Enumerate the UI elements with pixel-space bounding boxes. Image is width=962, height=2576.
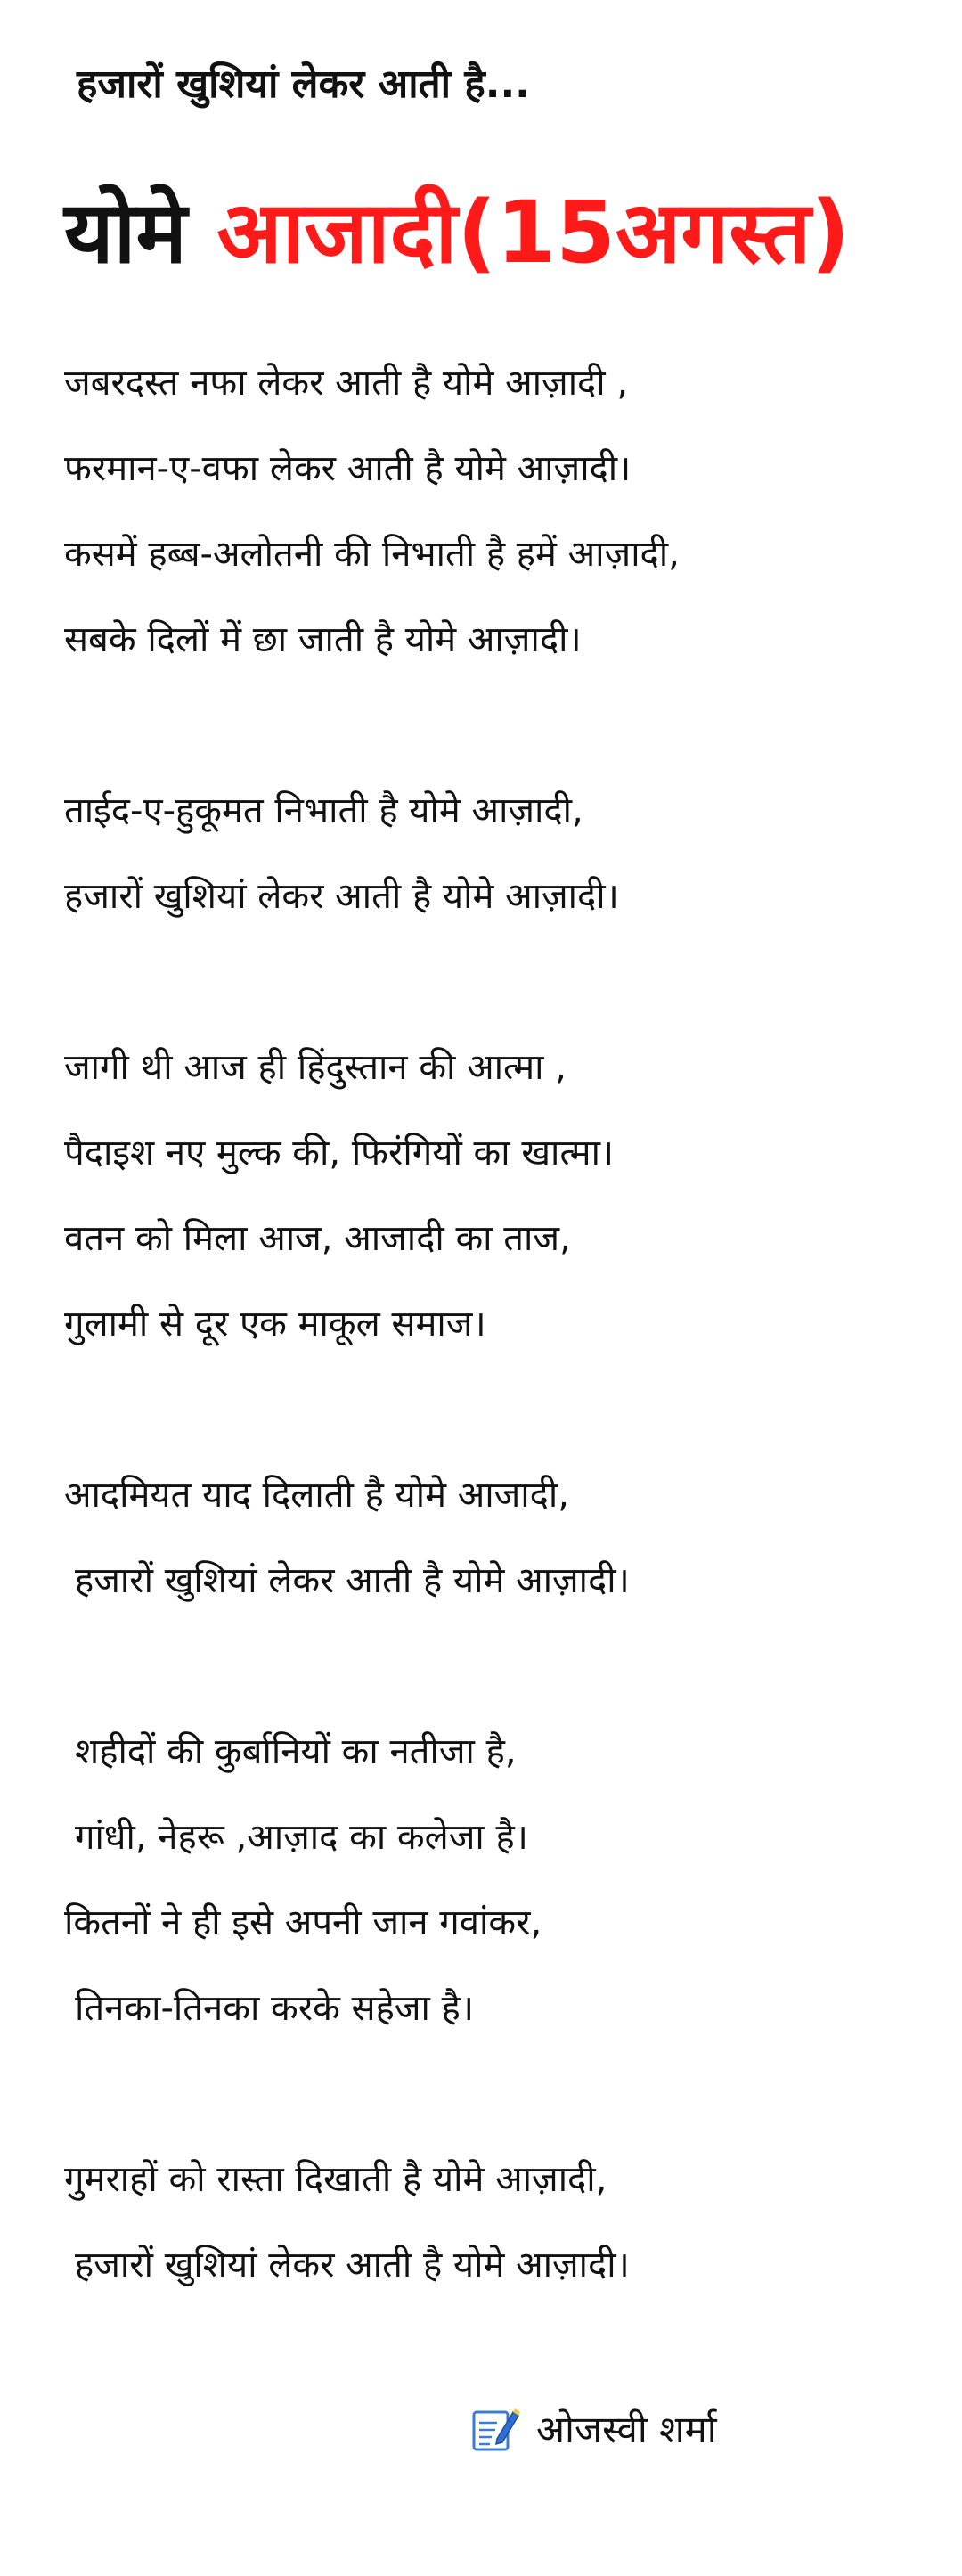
signature: [470, 2397, 717, 2459]
poem-line: आदमियत याद दिलाती है योमे आजादी,: [64, 1475, 569, 1516]
title-dark-part: योमे: [64, 183, 217, 282]
intro-line: हजारों खुशियां लेकर आती है...: [77, 61, 530, 107]
poem-line: पैदाइश नए मुल्क की, फिरंगियों का खात्मा।: [64, 1133, 615, 1174]
poem-line: गुमराहों को रास्ता दिखाती है योमे आज़ादी,: [64, 2159, 607, 2200]
stanza-3: [64, 1025, 919, 1367]
stanza-5: [64, 1709, 919, 2051]
poem-line: ताईद-ए-हुकूमत निभाती है योमे आज़ादी,: [64, 790, 583, 831]
page-title: [64, 175, 850, 290]
stanza-6: [64, 2137, 919, 2308]
poem-line: फरमान-ए-वफा लेकर आती है योमे आज़ादी।: [64, 448, 632, 489]
poem-line: गांधी, नेहरू ,आज़ाद का कलेजा है।: [75, 1817, 528, 1858]
poem-body: [64, 340, 919, 2393]
poem-line: जागी थी आज ही हिंदुस्तान की आत्मा ,: [64, 1047, 567, 1088]
stanza-2: [64, 768, 919, 939]
poem-line: हजारों खुशियां लेकर आती है योमे आज़ादी।: [75, 2245, 630, 2286]
poem-line: हजारों खुशियां लेकर आती है योमे आज़ादी।: [64, 876, 619, 917]
poem-line: वतन को मिला आज, आजादी का ताज,: [64, 1218, 571, 1259]
poem-line: कितनों ने ही इसे अपनी जान गवांकर,: [64, 1902, 542, 1943]
memo-icon: [470, 2403, 520, 2453]
stanza-1: [64, 340, 919, 683]
poem-line: तिनका-तिनका करके सहेजा है।: [75, 1988, 474, 2029]
poem-line: शहीदों की कुर्बानियों का नतीजा है,: [75, 1731, 517, 1772]
poem-line: सबके दिलों में छा जाती है योमे आज़ादी।: [64, 619, 582, 660]
poem-line: कसमें हब्ब-अलोतनी की निभाती है हमें आज़ादी,: [64, 534, 680, 575]
poem-line: जबरदस्त नफा लेकर आती है योमे आज़ादी ,: [64, 363, 629, 404]
poem-line: हजारों खुशियां लेकर आती है योमे आज़ादी।: [75, 1560, 630, 1601]
stanza-4: [64, 1452, 919, 1623]
author-name: ओजस्वी शर्मा: [536, 2407, 717, 2451]
poem-line: गुलामी से दूर एक माकूल समाज।: [64, 1304, 486, 1345]
title-red-part: आजादी(15अगस्त): [216, 183, 851, 282]
